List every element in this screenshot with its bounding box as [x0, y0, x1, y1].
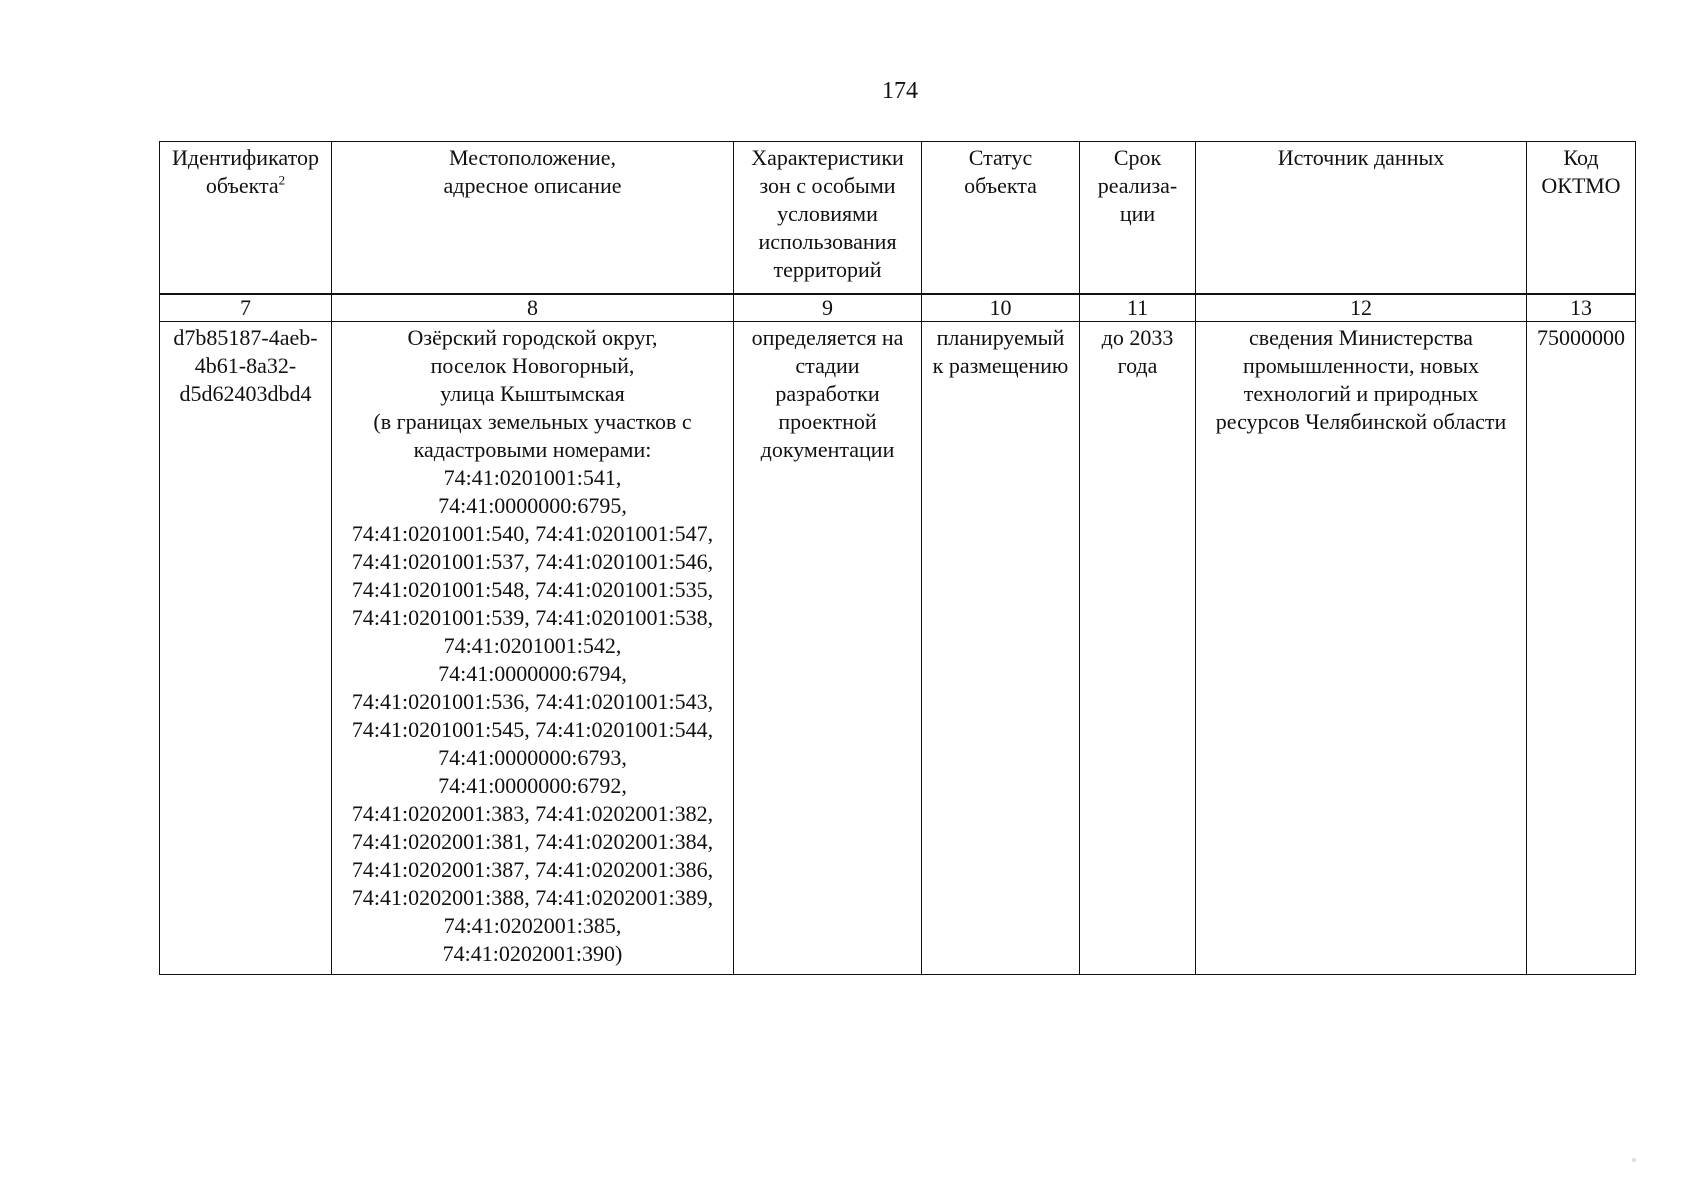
text-line: 74:41:0202001:383, 74:41:0202001:382, — [351, 801, 714, 826]
text-line: ции — [1119, 201, 1156, 226]
text-line: 74:41:0202001:381, 74:41:0202001:384, — [351, 829, 714, 854]
cell-location — [332, 322, 734, 975]
column-number: 10 — [922, 294, 1080, 322]
text-line: поселок Новогорный, — [430, 353, 635, 378]
text-line: адресное описание — [443, 173, 622, 198]
text-line: 75000000 — [1537, 325, 1625, 350]
text-line: 74:41:0201001:541, — [443, 465, 622, 490]
text-line: Срок — [1113, 145, 1162, 170]
text-line: 74:41:0000000:6793, — [438, 745, 627, 770]
column-number-row — [160, 294, 1636, 322]
table-row — [160, 322, 1636, 975]
text-line: ОКТМО — [1541, 173, 1621, 198]
text-line: к размещению — [932, 353, 1069, 378]
column-number: 12 — [1196, 294, 1527, 322]
text-line: территорий — [773, 257, 882, 282]
scan-dot — [1632, 1158, 1636, 1162]
cell-source — [1196, 322, 1527, 975]
text-line: проектной — [778, 409, 877, 434]
text-line: 74:41:0201001:545, 74:41:0201001:544, — [351, 717, 714, 742]
text-line: улица Кыштымская — [440, 381, 625, 406]
header-zone-characteristics — [734, 142, 922, 295]
text-line: 74:41:0000000:6795, — [438, 493, 627, 518]
page-number: 174 — [882, 78, 918, 104]
text-line: Статус — [968, 145, 1033, 170]
text-line: 74:41:0000000:6792, — [438, 773, 627, 798]
text-line: 4b61-8a32- — [194, 353, 297, 378]
text-line: Характеристики — [751, 145, 904, 170]
text-line: (в границах земельных участков с — [373, 409, 692, 434]
text-line: Источник данных — [1277, 145, 1445, 170]
text-line: 74:41:0201001:542, — [443, 633, 622, 658]
text-line: 74:41:0202001:388, 74:41:0202001:389, — [351, 885, 714, 910]
cell-zone-characteristics — [734, 322, 922, 975]
text-line: 74:41:0201001:536, 74:41:0201001:543, — [351, 689, 714, 714]
header-status — [922, 142, 1080, 295]
text-line: 74:41:0201001:537, 74:41:0201001:546, — [351, 549, 714, 574]
cell-term — [1080, 322, 1196, 975]
text-line: условиями — [777, 201, 878, 226]
footnote-marker: 2 — [278, 172, 286, 188]
text-line: объекта — [964, 173, 1037, 198]
text-line: 74:41:0202001:387, 74:41:0202001:386, — [351, 857, 714, 882]
header-oktmo — [1527, 142, 1636, 295]
text-line: 74:41:0201001:548, 74:41:0201001:535, — [351, 577, 714, 602]
cell-identifier — [160, 322, 332, 975]
text-line: зон с особыми — [759, 173, 896, 198]
cell-status — [922, 322, 1080, 975]
text-line: Код — [1563, 145, 1599, 170]
text-line: Местоположение, — [448, 145, 617, 170]
text-line: 74:41:0202001:390) — [442, 941, 623, 966]
column-number: 9 — [734, 294, 922, 322]
text-line: ресурсов Челябинской области — [1215, 409, 1507, 434]
text-line: реализа- — [1097, 173, 1178, 198]
text-line: планируемый — [936, 325, 1065, 350]
text-line: 74:41:0202001:385, — [443, 913, 622, 938]
text-line: 74:41:0000000:6794, — [438, 661, 627, 686]
text-line: d5d62403dbd4 — [179, 381, 312, 406]
text-line: Озёрский городской округ, — [407, 325, 658, 350]
column-number: 7 — [160, 294, 332, 322]
text-line: определяется на — [751, 325, 904, 350]
text-line: 74:41:0201001:540, 74:41:0201001:547, — [351, 521, 714, 546]
text-line: промышленности, новых — [1243, 353, 1479, 378]
header-location — [332, 142, 734, 295]
text-line: использования — [758, 229, 897, 254]
text-line: кадастровыми номерами: — [413, 437, 652, 462]
table-header-row — [160, 142, 1636, 295]
column-number: 11 — [1080, 294, 1196, 322]
header-identifier: Идентификатор объекта$^2$ — [160, 142, 332, 295]
object-table — [159, 141, 1636, 975]
header-term — [1080, 142, 1196, 295]
text-line: до 2033 — [1101, 325, 1174, 350]
text-line: документации — [760, 437, 895, 462]
text-line: разработки — [775, 381, 880, 406]
column-number: 8 — [332, 294, 734, 322]
column-number: 13 — [1527, 294, 1636, 322]
text-line: d7b85187-4aeb- — [173, 325, 318, 350]
header-source — [1196, 142, 1527, 295]
text-line: технологий и природных — [1243, 381, 1479, 406]
cell-oktmo — [1527, 322, 1636, 975]
text-line: 74:41:0201001:539, 74:41:0201001:538, — [351, 605, 714, 630]
text-line: сведения Министерства — [1249, 325, 1473, 350]
text-line: года — [1117, 353, 1158, 378]
text-line: стадии — [795, 353, 860, 378]
